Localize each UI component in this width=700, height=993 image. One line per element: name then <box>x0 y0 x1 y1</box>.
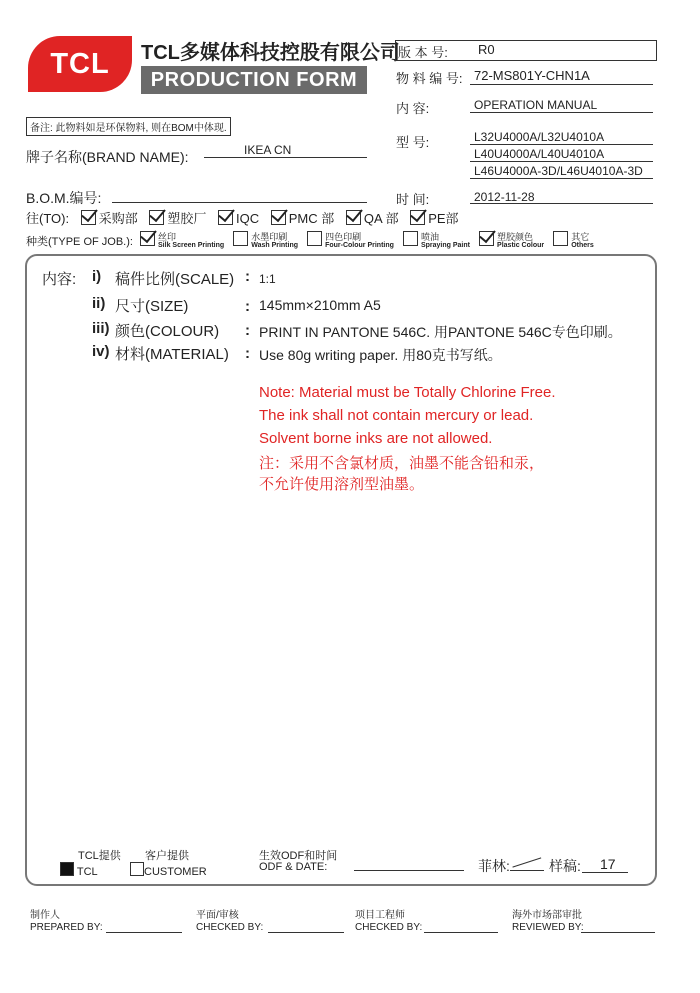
date-label: 时 间: <box>396 192 430 207</box>
film-label: 菲林: <box>478 858 510 874</box>
checkbox-unchecked[interactable] <box>130 862 144 876</box>
checked-by-design-line[interactable] <box>268 932 344 933</box>
reviewed-by-line[interactable] <box>581 932 655 933</box>
prepared-by: 制作人 PREPARED BY: <box>30 910 103 933</box>
checkbox-checked[interactable] <box>479 231 494 246</box>
brand-value: IKEA CN <box>244 143 292 157</box>
content-underline <box>470 112 653 113</box>
row-value-colour: PRINT IN PANTONE 546C. 用PANTONE 546C专色印刷。 <box>259 324 622 340</box>
job-wash-printing[interactable]: 水墨印刷 Wash Printing <box>233 235 298 247</box>
checkbox-unchecked[interactable] <box>307 231 322 246</box>
checked-by-engineer: 项目工程师 CHECKED BY: <box>355 910 423 933</box>
content-label: 内 容: <box>396 101 430 116</box>
checked-by-design: 平面/审核 CHECKED BY: <box>196 910 264 933</box>
to-item-pmc[interactable]: PMC 部 <box>271 211 335 226</box>
checkbox-checked[interactable] <box>81 210 96 225</box>
company-name: TCL多媒体科技控股有限公司 <box>141 42 400 64</box>
row-value-size: 145mm×210mm A5 <box>259 297 381 313</box>
model-value-3: L46U4000A-3D/L46U4010A-3D <box>474 164 643 178</box>
checkbox-checked[interactable] <box>271 210 286 225</box>
part-no-underline <box>470 84 653 85</box>
to-item-iqc[interactable]: IQC <box>218 211 259 226</box>
sample-value: 17 <box>600 856 616 872</box>
to-row <box>26 208 459 227</box>
to-item-plastic-factory[interactable]: 塑胶厂 <box>149 211 206 226</box>
reviewed-by: 海外市场部审批 REVIEWED BY: <box>512 910 584 933</box>
content-value: OPERATION MANUAL <box>474 98 598 112</box>
job-plastic-colour[interactable]: 塑胶颜色 Plastic Colour <box>479 235 544 247</box>
checkbox-checked[interactable] <box>410 210 425 225</box>
date-underline <box>470 203 653 204</box>
brand-label: 牌子名称(BRAND NAME): <box>26 149 189 165</box>
model-underline-2 <box>470 161 653 162</box>
model-label: 型 号: <box>396 135 430 150</box>
row-label-size: 尺寸(SIZE) <box>115 298 189 315</box>
row-num-3: iii) <box>92 320 110 337</box>
row-colon-1: : <box>245 268 250 285</box>
checkbox-checked[interactable] <box>346 210 361 225</box>
note-line-2: The ink shall not contain mercury or lead. <box>259 407 534 424</box>
model-underline-3 <box>470 178 653 179</box>
tcl-logo <box>28 36 132 92</box>
row-num-4: iv) <box>92 343 110 360</box>
model-value-1: L32U4000A/L32U4010A <box>474 130 605 144</box>
row-label-scale: 稿件比例(SCALE) <box>115 271 235 288</box>
job-type-label: 种类(TYPE OF JOB.): <box>26 236 133 249</box>
checked-by-engineer-line[interactable] <box>424 932 498 933</box>
sample-label: 样稿: <box>549 858 581 874</box>
row-value-scale: 1:1 <box>259 272 276 286</box>
customer-provided-option[interactable]: 客户提供 CUSTOMER <box>130 851 207 878</box>
note-line-4: 注：采用不含氯材质，油墨不能含铅和汞， <box>259 454 545 472</box>
tcl-provided-option[interactable]: TCL提供 TCL <box>60 851 121 878</box>
odf-date-label: 生效ODF和时间 ODF & DATE: <box>259 850 338 873</box>
model-underline-1 <box>470 144 653 145</box>
row-label-material: 材料(MATERIAL) <box>115 346 229 363</box>
checkbox-unchecked[interactable] <box>233 231 248 246</box>
model-value-2: L40U4000A/L40U4010A <box>474 147 605 161</box>
version-label: 版 本 号: <box>398 45 448 60</box>
prepared-by-line[interactable] <box>106 932 182 933</box>
job-four-colour[interactable]: 四色印刷 Four-Colour Printing <box>307 235 394 247</box>
bom-label: B.O.M.编号: <box>26 190 102 206</box>
row-colon-2: : <box>245 298 250 315</box>
checkbox-filled[interactable] <box>60 862 74 876</box>
row-label-colour: 颜色(COLOUR) <box>115 323 220 340</box>
part-no-value: 72-MS801Y-CHN1A <box>474 68 590 83</box>
odf-date-underline[interactable] <box>354 870 464 871</box>
note-line-5: 不允许使用溶剂型油墨。 <box>259 475 425 493</box>
row-num-2: ii) <box>92 295 106 312</box>
bom-underline <box>112 202 367 203</box>
row-num-1: i) <box>92 268 102 285</box>
form-title: PRODUCTION FORM <box>141 66 367 94</box>
to-item-qa[interactable]: QA 部 <box>346 211 399 226</box>
note-line-1: Note: Material must be Totally Chlorine Free. <box>259 384 556 401</box>
part-no-label: 物 料 编 号: <box>396 71 463 86</box>
date-value: 2012-11-28 <box>474 190 535 204</box>
to-item-pe[interactable]: PE部 <box>410 211 458 226</box>
to-item-purchasing[interactable]: 采购部 <box>81 211 138 226</box>
sample-underline <box>582 872 628 873</box>
logo-text: TCL <box>50 48 110 80</box>
to-label: 往(TO): <box>26 211 70 226</box>
checkbox-checked[interactable] <box>140 231 155 246</box>
job-spraying-paint[interactable]: 喷油 Spraying Paint <box>403 235 470 247</box>
bom-note-box: 备注: 此物料如是环保物料, 则在BOM中体现. <box>26 117 231 136</box>
job-silk-screen[interactable]: 丝印 Silk Screen Printing <box>140 235 224 247</box>
row-colon-4: : <box>245 345 250 362</box>
row-value-material: Use 80g writing paper. 用80克书写纸。 <box>259 347 502 363</box>
checkbox-checked[interactable] <box>218 210 233 225</box>
job-type-row <box>26 231 594 250</box>
row-colon-3: : <box>245 322 250 339</box>
checkbox-unchecked[interactable] <box>553 231 568 246</box>
content-label: 内容: <box>42 271 77 288</box>
job-others[interactable]: 其它 Others <box>553 235 594 247</box>
note-line-3: Solvent borne inks are not allowed. <box>259 430 493 447</box>
version-value: R0 <box>478 42 495 57</box>
brand-underline <box>204 157 367 158</box>
checkbox-unchecked[interactable] <box>403 231 418 246</box>
checkbox-checked[interactable] <box>149 210 164 225</box>
film-underline[interactable] <box>510 870 544 871</box>
